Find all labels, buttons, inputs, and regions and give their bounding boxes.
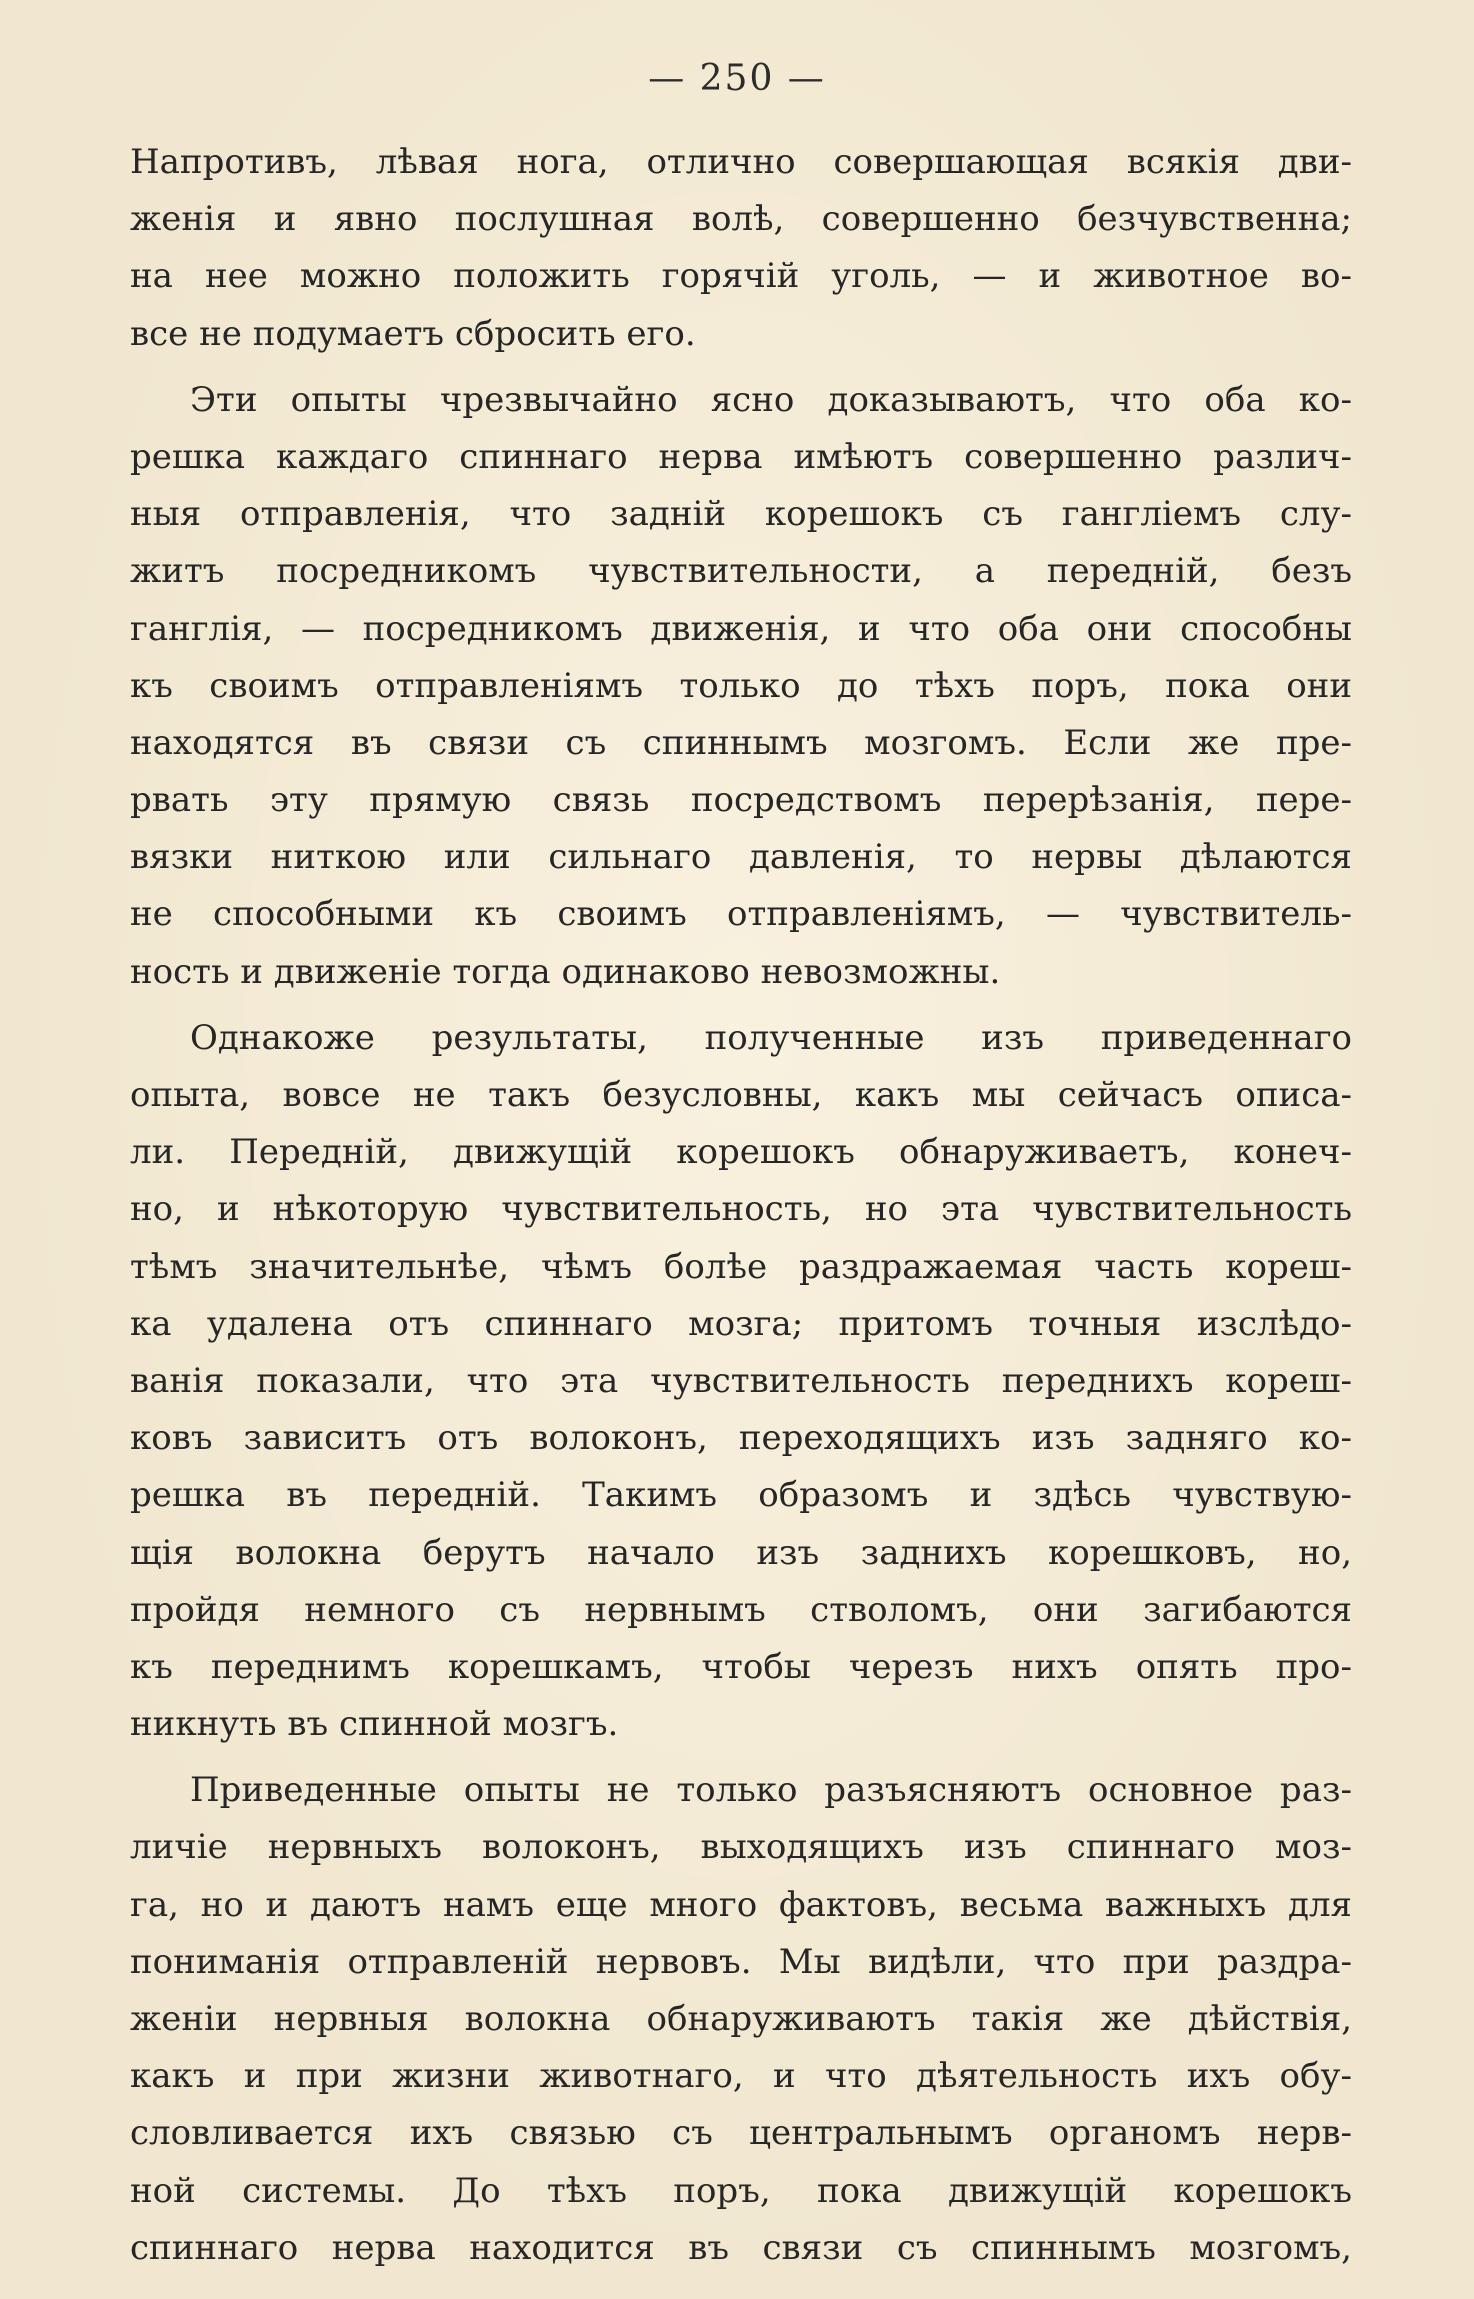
paragraph-4 xyxy=(130,1762,1352,2277)
text-line: Напротивъ, лѣвая нога, отлично совершающая всякія дви- xyxy=(130,142,1352,182)
text-line: какъ и при жизни животнаго, и что дѣятельность ихъ обу- xyxy=(130,2056,1352,2097)
text-line: Эти опыты чрезвычайно ясно доказываютъ, что оба ко- xyxy=(190,379,1352,420)
text-line: ли. Передній, движущій корешокъ обнаруживаетъ, конеч- xyxy=(130,1132,1352,1173)
text-line: словливается ихъ связью съ центральнымъ органомъ нерв- xyxy=(130,2113,1352,2154)
text-line: ка удалена отъ спиннаго мозга; притомъ точныя изслѣдо- xyxy=(130,1303,1352,1344)
text-line: ной системы. До тѣхъ поръ, пока движущій корешокъ xyxy=(130,2170,1352,2211)
text-line: пройдя немного съ нервнымъ стволомъ, они загибаются xyxy=(130,1589,1352,1630)
text-line: ность и движеніе тогда одинаково невозможны. xyxy=(130,951,1001,992)
text-line: никнуть въ спинной мозгъ. xyxy=(130,1704,619,1745)
text-line: на нее можно положить горячій уголь, — и животное во- xyxy=(130,256,1352,297)
text-line: вязки ниткою или сильнаго давленія, то нервы дѣлаются xyxy=(130,837,1352,878)
text-line: ганглія, — посредникомъ движенія, и что оба они способны xyxy=(130,608,1352,649)
text-line: пониманія отправленій нервовъ. Мы видѣли, что при раздра- xyxy=(130,1941,1352,1982)
text-line: женія и явно послушная волѣ, совершенно безчувственна; xyxy=(130,199,1352,240)
text-line: не способными къ своимъ отправленіямъ, — чувствитель- xyxy=(130,894,1352,935)
text-line: решка каждаго спиннаго нерва имѣютъ совершенно различ- xyxy=(130,436,1352,477)
paragraph-2 xyxy=(130,372,1352,1001)
text-line: находятся въ связи съ спиннымъ мозгомъ. Если же пре- xyxy=(130,722,1352,763)
text-line: все не подумаетъ сбросить его. xyxy=(130,313,696,354)
text-line: Приведенные опыты не только разъясняютъ основное раз- xyxy=(190,1770,1352,1811)
text-line: опыта, вовсе не такъ безусловны, какъ мы сейчасъ описа- xyxy=(130,1075,1352,1115)
text-line: Однакоже результаты, полученные изъ приведеннаго xyxy=(190,1017,1352,1058)
text-line: но, и нѣкоторую чувствительность, но эта чувствительность xyxy=(130,1189,1352,1230)
text-line: щія волокна берутъ начало изъ заднихъ корешковъ, но, xyxy=(130,1532,1352,1573)
text-line: житъ посредникомъ чувствительности, а передній, безъ xyxy=(130,551,1352,592)
text-line: ковъ зависитъ отъ волоконъ, переходящихъ изъ задняго ко- xyxy=(130,1418,1352,1459)
body-text xyxy=(130,134,1352,2277)
text-line: личіе нервныхъ волоконъ, выходящихъ изъ спиннаго моз- xyxy=(130,1827,1352,1868)
paragraph-3 xyxy=(130,1010,1352,1753)
text-line: спиннаго нерва находится въ связи съ спиннымъ мозгомъ, xyxy=(130,2227,1352,2268)
text-line: тѣмъ значительнѣе, чѣмъ болѣе раздражаемая часть кореш- xyxy=(130,1246,1352,1287)
text-line: ванія показали, что эта чувствительность переднихъ кореш- xyxy=(130,1360,1352,1401)
text-line: ныя отправленія, что задній корешокъ съ гангліемъ слу- xyxy=(130,494,1352,535)
text-line: рвать эту прямую связь посредствомъ перерѣзанія, пере- xyxy=(130,780,1352,821)
text-line: решка въ передній. Такимъ образомъ и здѣсь чувствую- xyxy=(130,1475,1352,1516)
text-line: га, но и даютъ намъ еще много фактовъ, весьма важныхъ для xyxy=(130,1884,1352,1925)
text-line: къ своимъ отправленіямъ только до тѣхъ поръ, пока они xyxy=(130,665,1352,706)
text-line: женіи нервныя волокна обнаруживаютъ такія же дѣйствія, xyxy=(130,1999,1352,2039)
text-line: къ переднимъ корешкамъ, чтобы черезъ нихъ опять про- xyxy=(130,1646,1352,1687)
page-number: — 250 — xyxy=(648,58,826,99)
paragraph-1 xyxy=(130,134,1352,363)
